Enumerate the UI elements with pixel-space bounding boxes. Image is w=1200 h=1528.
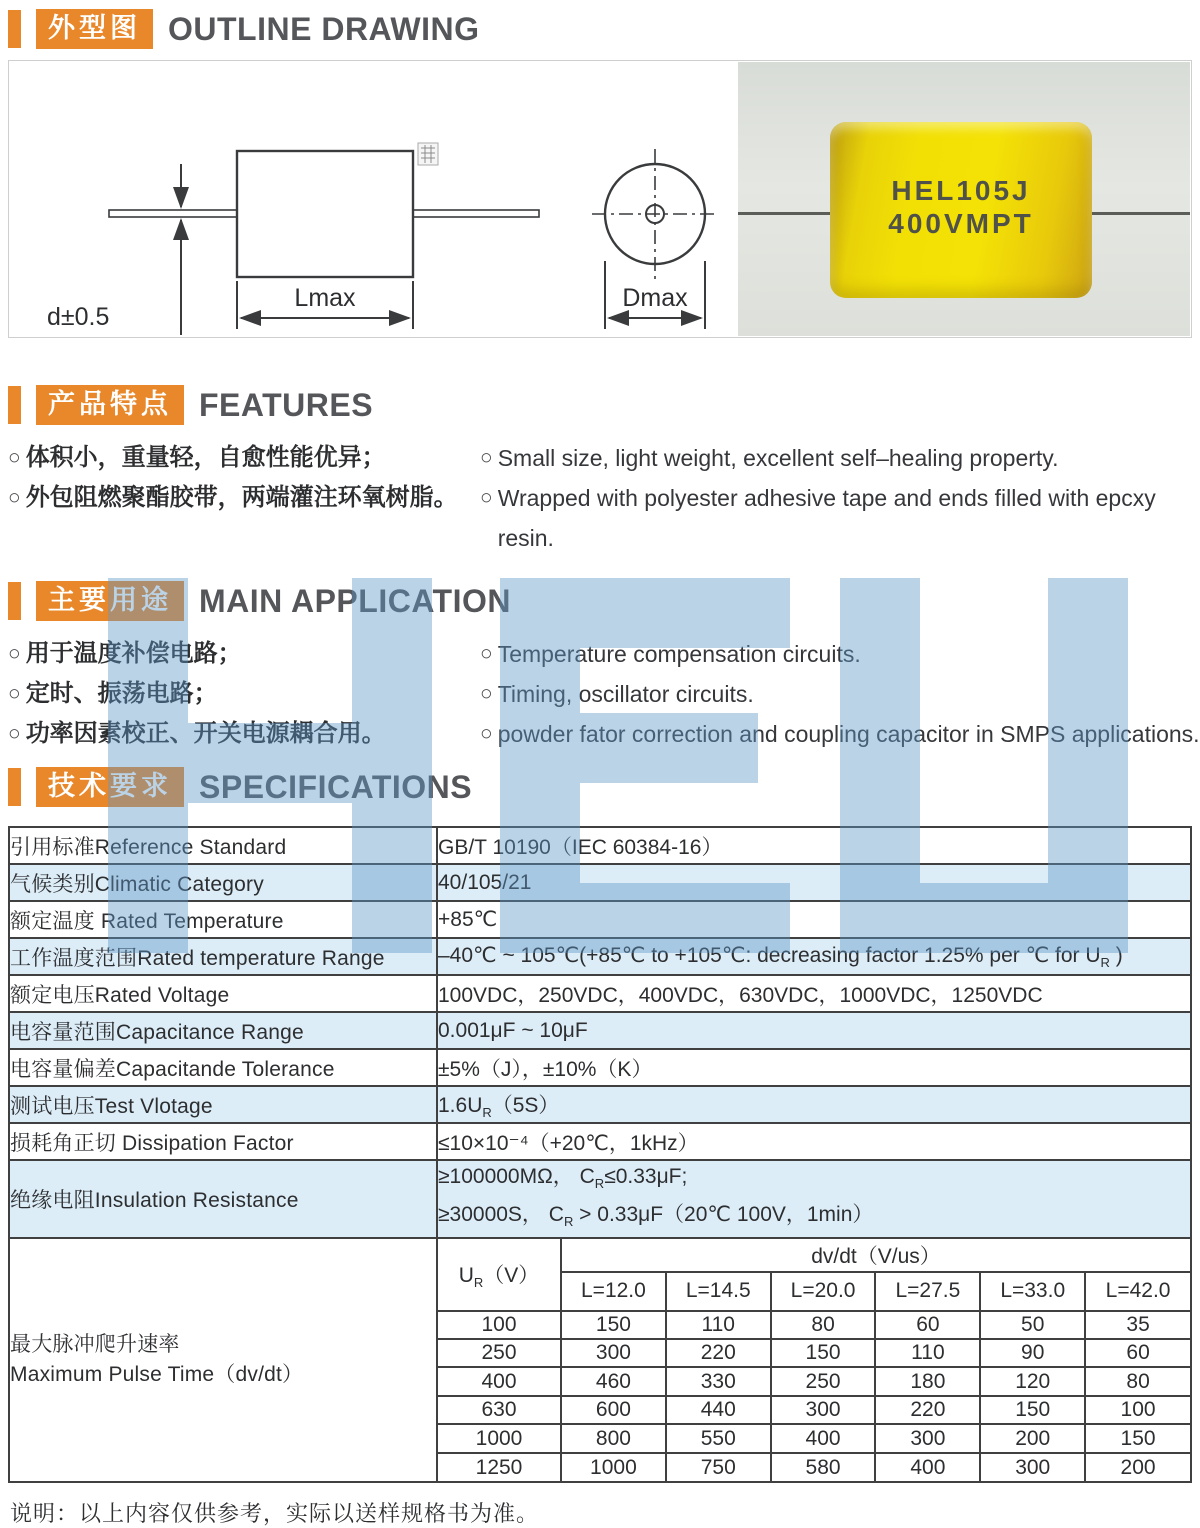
pulse-val: 200: [980, 1424, 1085, 1452]
accent-bar: [8, 386, 21, 424]
dim-label-lmax: Lmax: [294, 284, 356, 312]
pulse-val: 600: [561, 1396, 666, 1424]
application-list: [8, 634, 1200, 754]
pulse-val: 580: [771, 1453, 876, 1482]
pulse-corner-header: $U_R(V)$: [438, 1239, 561, 1310]
pulse-val: 60: [875, 1311, 980, 1339]
spec-value: ≤10×10⁻⁴（+20℃，1kHz）: [437, 1123, 1191, 1160]
spec-label: 额定电压Rated Voltage: [9, 975, 437, 1012]
table-row: [9, 901, 1191, 938]
table-row: [438, 1396, 1190, 1424]
table-row: [438, 1239, 1190, 1272]
pulse-val: 300: [771, 1396, 876, 1424]
pulse-val: 300: [561, 1339, 666, 1367]
capacitor-outline-drawing: [9, 61, 741, 335]
pulse-col-header: L=14.5: [666, 1272, 771, 1311]
outline-section-header: [8, 8, 1200, 50]
pulse-val: 200: [1085, 1453, 1190, 1482]
pulse-val: 50: [980, 1311, 1085, 1339]
pulse-val: 35: [1085, 1311, 1190, 1339]
spec-label: 额定温度 Rated Temperature: [9, 901, 437, 938]
pulse-ur: 1000: [438, 1424, 561, 1452]
table-row: [438, 1424, 1190, 1452]
capacitor-marking-line1: HEL105J: [891, 175, 1031, 206]
spec-value: ≥100000MΩ， $C_R\le 0.33\mu F$; ≥30000S， $C_R$ > 0.33μF（20℃ 100V，1min）: [437, 1160, 1191, 1238]
specs-title-en: SPECIFICATIONS: [199, 768, 473, 805]
circle-bullet-icon: ○: [8, 722, 21, 745]
pulse-val: 80: [1085, 1367, 1190, 1395]
pulse-val: 800: [561, 1424, 666, 1452]
spec-label: 工作温度范围Rated temperature Range: [9, 938, 437, 975]
pulse-col-header: L=33.0: [980, 1272, 1085, 1311]
table-row: [9, 1086, 1191, 1123]
outline-badge-zh: 外型图: [36, 9, 153, 49]
table-row: [9, 827, 1191, 864]
circle-bullet-icon: ○: [8, 642, 21, 665]
spec-value: $1.6U_R(5S)$: [437, 1086, 1191, 1123]
application-badge-zh: 主要用途: [36, 581, 184, 621]
pulse-ur: 250: [438, 1339, 561, 1367]
pulse-col-header: L=42.0: [1085, 1272, 1190, 1311]
circle-bullet-icon: ○: [480, 446, 493, 469]
spec-value: ±5%（J），±10%（K）: [437, 1049, 1191, 1086]
pulse-val: 110: [666, 1311, 771, 1339]
pulse-val: 90: [980, 1339, 1085, 1367]
pulse-ur: 100: [438, 1311, 561, 1339]
spec-value: 100VDC，250VDC，400VDC，630VDC，1000VDC，1250VDC: [437, 975, 1191, 1012]
pulse-span-header: dv/dt（V/us）: [561, 1239, 1190, 1272]
pulse-col-header: L=12.0: [561, 1272, 666, 1311]
pulse-val: 460: [561, 1367, 666, 1395]
capacitor-body-outline: [237, 151, 413, 277]
circle-bullet-icon: ○: [480, 642, 493, 665]
application-item-en: ○ Temperature compensation circuits.: [480, 634, 1200, 674]
features-section-header: [8, 384, 1200, 426]
pulse-val: 220: [666, 1339, 771, 1367]
application-item-zh: ○ 定时、振荡电路；: [8, 674, 480, 714]
specifications-table: [8, 826, 1192, 1483]
pulse-val: 180: [875, 1367, 980, 1395]
pulse-val: 150: [1085, 1424, 1190, 1452]
spec-label: 电容量偏差Capacitande Tolerance: [9, 1049, 437, 1086]
pulse-col-header: L=20.0: [771, 1272, 876, 1311]
pulse-val: 300: [980, 1453, 1085, 1482]
table-row: [438, 1367, 1190, 1395]
feature-item-en: ○ Wrapped with polyester adhesive tape and ends filled with epcxy resin.: [480, 478, 1200, 558]
pulse-val: 120: [980, 1367, 1085, 1395]
pulse-val: 80: [771, 1311, 876, 1339]
pulse-val: 100: [1085, 1396, 1190, 1424]
pulse-ur: 400: [438, 1367, 561, 1395]
pulse-val: 550: [666, 1424, 771, 1452]
pulse-table-cell: [437, 1238, 1191, 1482]
feature-item-zh: ○ 外包阻燃聚酯胶带，两端灌注环氧树脂。: [8, 478, 480, 518]
spec-label: 测试电压Test Vlotage: [9, 1086, 437, 1123]
circle-bullet-icon: ○: [8, 682, 21, 705]
capacitor-body-photo: [830, 122, 1092, 298]
table-row: [9, 938, 1191, 975]
application-item-en: ○ powder fator correction and coupling capacitor in SMPS applications.: [480, 714, 1200, 754]
outline-drawing-panel: [8, 60, 1192, 338]
left-lead: [109, 210, 239, 217]
capacitor-photo: [738, 62, 1190, 336]
outline-title-en: OUTLINE DRAWING: [168, 10, 480, 47]
feature-item-en: ○ Small size, light weight, excellent self–healing property.: [480, 438, 1200, 478]
circle-bullet-icon: ○: [8, 446, 21, 469]
feature-item-zh: ○ 体积小，重量轻，自愈性能优异；: [8, 438, 480, 478]
table-row: [9, 1049, 1191, 1086]
pulse-val: 1000: [561, 1453, 666, 1482]
spec-label: 气候类别Climatic Category: [9, 864, 437, 901]
datasheet-page: [0, 8, 1200, 1527]
accent-bar: [8, 582, 21, 620]
application-item-zh: ○ 功率因素校正、开关电源耦合用。: [8, 714, 480, 754]
pulse-val: 110: [875, 1339, 980, 1367]
features-badge-zh: 产品特点: [36, 385, 184, 425]
specs-badge-zh: 技术要求: [36, 767, 184, 807]
accent-bar: [8, 10, 21, 48]
circle-bullet-icon: ○: [480, 682, 493, 705]
spec-value: GB/T 10190（IEC 60384-16）: [437, 827, 1191, 864]
table-row: [438, 1453, 1190, 1482]
spec-value: 0.001μF ~ 10μF: [437, 1012, 1191, 1049]
pulse-val: 150: [980, 1396, 1085, 1424]
specs-section-header: [8, 766, 1200, 808]
spec-label: 最大脉冲爬升速率 Maximum Pulse Time（dv/dt）: [9, 1238, 437, 1482]
right-lead: [411, 210, 539, 217]
pulse-val: 440: [666, 1396, 771, 1424]
features-title-en: FEATURES: [199, 386, 374, 423]
table-row: [9, 1238, 1191, 1482]
pulse-val: 150: [771, 1339, 876, 1367]
table-row: [438, 1311, 1190, 1339]
pulse-ur: 1250: [438, 1453, 561, 1482]
capacitor-marking-line2: 400VMPT: [888, 208, 1034, 239]
spec-label: 引用标准Reference Standard: [9, 827, 437, 864]
pulse-col-header: L=27.5: [875, 1272, 980, 1311]
table-row: [9, 1123, 1191, 1160]
application-item-zh: ○ 用于温度补偿电路；: [8, 634, 480, 674]
circle-bullet-icon: ○: [8, 486, 21, 509]
pulse-val: 60: [1085, 1339, 1190, 1367]
pulse-val: 400: [771, 1424, 876, 1452]
application-section-header: [8, 580, 1200, 622]
pulse-val: 220: [875, 1396, 980, 1424]
spec-value: 40/105/21: [437, 864, 1191, 901]
table-row: [438, 1339, 1190, 1367]
pulse-val: 250: [771, 1367, 876, 1395]
pulse-val: 150: [561, 1311, 666, 1339]
pulse-val: 400: [875, 1453, 980, 1482]
table-row: [9, 1160, 1191, 1238]
pulse-val: 330: [666, 1367, 771, 1395]
pulse-rise-table: [438, 1239, 1190, 1481]
spec-label: 损耗角正切 Dissipation Factor: [9, 1123, 437, 1160]
spec-value: +85℃: [437, 901, 1191, 938]
application-item-en: ○ Timing, oscillator circuits.: [480, 674, 1200, 714]
spec-label: 电容量范围Capacitance Range: [9, 1012, 437, 1049]
pulse-ur: 630: [438, 1396, 561, 1424]
dim-label-dmax: Dmax: [622, 284, 688, 312]
pulse-val: 750: [666, 1453, 771, 1482]
table-row: [9, 975, 1191, 1012]
circle-bullet-icon: ○: [480, 722, 493, 745]
spec-label: 绝缘电阻Insulation Resistance: [9, 1160, 437, 1238]
table-anchor-icon: [418, 143, 438, 165]
table-row: [9, 1012, 1191, 1049]
footer-note: 说明：以上内容仅供参考，实际以送样规格书为准。: [10, 1501, 540, 1527]
features-list: [8, 438, 1200, 558]
pulse-val: 300: [875, 1424, 980, 1452]
spec-value: –40℃ ~ 105℃(+85℃ to +105℃: decreasing factor 1.25% per ℃ for $U_R$ ): [437, 938, 1191, 975]
dim-label-d: d±0.5: [47, 303, 110, 331]
circle-bullet-icon: ○: [480, 486, 493, 509]
accent-bar: [8, 768, 21, 806]
application-title-en: MAIN APPLICATION: [199, 582, 511, 619]
table-row: [9, 864, 1191, 901]
